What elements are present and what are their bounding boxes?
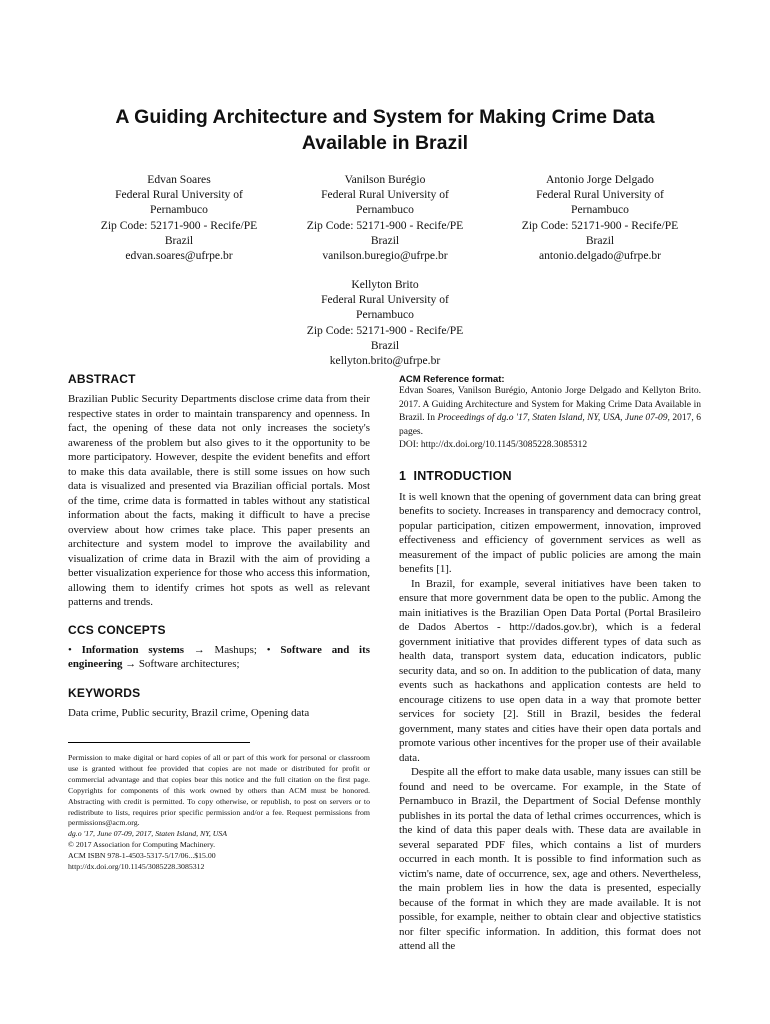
introduction-body: [399, 490, 701, 954]
abstract-heading: ABSTRACT: [68, 372, 136, 386]
ccs-bullet: •: [68, 643, 72, 656]
acm-reference-body: Edvan Soares, Vanilson Burégio, Antonio Jorge Delgado and Kellyton Brito. 2017. A Guiding Architecture and System for Making Crime Data Available in Brazil. In: [399, 386, 701, 424]
introduction-heading: [399, 469, 701, 483]
ccs-subterm: Mashups;: [214, 643, 257, 656]
ccs-bullet: •: [266, 643, 271, 656]
isbn-text: ACM ISBN 978-1-4503-5317-5/17/06...$15.00: [68, 851, 216, 861]
intro-paragraph-1: It is well known that the opening of government data can bring great benefits to society. Increases in transparency and democracy control, popular participation, citizen empowerment, innovation, improved effectiveness and efficiency of government services as well as measurement of the impact of public policies are among the main benefits [1].: [399, 490, 701, 576]
author-affiliation: Pernambuco: [571, 203, 629, 217]
ccs-subterm: Software architectures;: [138, 658, 240, 670]
author-affiliation: Federal Rural University of: [321, 293, 449, 307]
author-block-2: [285, 172, 485, 263]
footnote-rule: [68, 742, 250, 743]
section-number: 1: [399, 468, 407, 483]
ccs-term: Information systems: [81, 643, 185, 656]
copyright-text: © 2017 Association for Computing Machinery.: [68, 840, 216, 850]
abstract-text: Brazilian Public Security Departments disclose crime data from their respective states in order to maintain transparency and openness. In fact, the opening of these data not only increases the society's awareness of the problem but also gives to it the opportunity to be more participatory. However, despite the evident benefits and effort to make this data available, there is still some issues on how such data is visualized and presented via Brazilian official portals. Most of the time, crime data is formatted in tables without any statistical information about the facts, making it difficult to have a precise overview about how crimes take place. This paper presents an architecture and system model to improve the availability and visualization of crime data in Brazil with the aim of providing a better visualization experience for those who access this information, allowing them to identify crimes hot spots as well as relevant patterns and trends.: [68, 393, 370, 608]
author-affiliation: Pernambuco: [356, 203, 414, 217]
author-country: Brazil: [370, 338, 400, 352]
acm-reference-heading: ACM Reference format:: [399, 374, 505, 385]
paper-title: [60, 104, 710, 156]
author-email[interactable]: edvan.soares@ufrpe.br: [125, 249, 233, 263]
author-country: Brazil: [585, 233, 615, 247]
author-block-1: [79, 172, 279, 263]
ccs-heading: CCS CONCEPTS: [68, 622, 166, 637]
author-email[interactable]: kellyton.brito@ufrpe.br: [329, 354, 441, 368]
section-title: INTRODUCTION: [413, 468, 512, 483]
keywords-text: Data crime, Public security, Brazil crime, Opening data: [68, 706, 310, 719]
author-country: Brazil: [164, 233, 194, 247]
ccs-arrow: →: [125, 658, 137, 670]
author-name: Antonio Jorge Delgado: [546, 173, 654, 186]
acm-reference-text: [399, 385, 701, 439]
author-affiliation: Federal Rural University of: [321, 188, 449, 202]
author-zip: Zip Code: 52171-900 - Recife/PE: [306, 323, 464, 337]
author-name: Kellyton Brito: [351, 278, 419, 291]
author-email[interactable]: vanilson.buregio@ufrpe.br: [322, 249, 448, 263]
ccs-concepts: [68, 643, 370, 672]
author-email[interactable]: antonio.delgado@ufrpe.br: [538, 249, 662, 263]
author-affiliation: Federal Rural University of: [536, 188, 664, 202]
acm-reference-doi[interactable]: DOI: http://dx.doi.org/10.1145/3085228.3085312: [399, 440, 588, 451]
author-affiliation: Pernambuco: [150, 203, 208, 217]
author-name: Vanilson Burégio: [344, 173, 426, 186]
intro-paragraph-2: In Brazil, for example, several initiatives have been taken to ensure that more government data be open to the public. Among the main initiatives is the Brazilian Open Data Portal (Portal Brasileiro de Dados Abertos - http://dados.gov.br), which is a federal government initiative that provides different types of data such as health data, transport system data, education indicators, public security data, and so on. In addition to the publication of data, many events such as hackathons and application contests are held to encourage citizens to use open data in a way that promote better services for society [2]. Still in Brazil, besides the federal government, many states and cities have their open data portals and promote various other incentives for the proper use of their available data.: [399, 577, 701, 764]
ccs-term: Software and its engineering: [68, 643, 370, 670]
author-affiliation: Pernambuco: [356, 308, 414, 322]
author-name: Edvan Soares: [147, 173, 211, 186]
venue-text: dg.o '17, June 07-09, 2017, Staten Island, NY, USA: [68, 829, 228, 839]
title-line-2: Available in Brazil: [301, 132, 469, 154]
permission-footnote: [68, 753, 370, 873]
ccs-arrow: →: [193, 643, 205, 656]
right-column: [399, 374, 701, 954]
title-line-1: A Guiding Architecture and System for Making Crime Data: [115, 106, 655, 128]
doi-footer-link[interactable]: http://dx.doi.org/10.1145/3085228.3085312: [68, 862, 205, 872]
left-column: [68, 372, 370, 873]
permission-text: Permission to make digital or hard copies of all or part of this work for personal or classroom use is granted without fee provided that copies are not made or distributed for profit or commercial advantage and that copies bear this notice and the full citation on the first page. Copyrights for components of this work owned by others than ACM must be honored. Abstracting with credit is permitted. To copy otherwise, or republish, to post on servers or to redistribute to lists, requires prior specific permission and/or a fee. Request permissions from permissions@acm.org.: [68, 753, 370, 828]
author-block-3: [500, 172, 700, 263]
acm-reference-proceedings: Proceedings of dg.o '17, Staten Island, NY, USA, June 07-09,: [437, 413, 670, 424]
acm-reference-pages: 2017, 6 pages.: [399, 413, 701, 437]
author-zip: Zip Code: 52171-900 - Recife/PE: [100, 218, 258, 232]
intro-paragraph-3: Despite all the effort to make data usable, many issues can still be found and need to be overcame. For example, in the State of Pernambuco in Brazil, the Department of Social Defense monthly publishes in its portal the data of lethal crimes occurrences, which is the kind of data this paper deals with. These data are available in several separated PDF files, which contains a list of murders occurred in each month. It is possible to find information such as victim's name, date of occurrence, sex, age and others. Nevertheless, the main problem lies in how the data is presented, especially because of the format in which they are made available. It is not possible, for example, neither to obtain clear and objective statistics nor filter specific information. In addition, this format does not attend all the: [399, 766, 701, 953]
keywords-heading: KEYWORDS: [68, 685, 141, 700]
author-zip: Zip Code: 52171-900 - Recife/PE: [521, 218, 679, 232]
author-block-4: [285, 277, 485, 368]
author-affiliation: Federal Rural University of: [115, 188, 243, 202]
author-country: Brazil: [370, 233, 400, 247]
author-zip: Zip Code: 52171-900 - Recife/PE: [306, 218, 464, 232]
